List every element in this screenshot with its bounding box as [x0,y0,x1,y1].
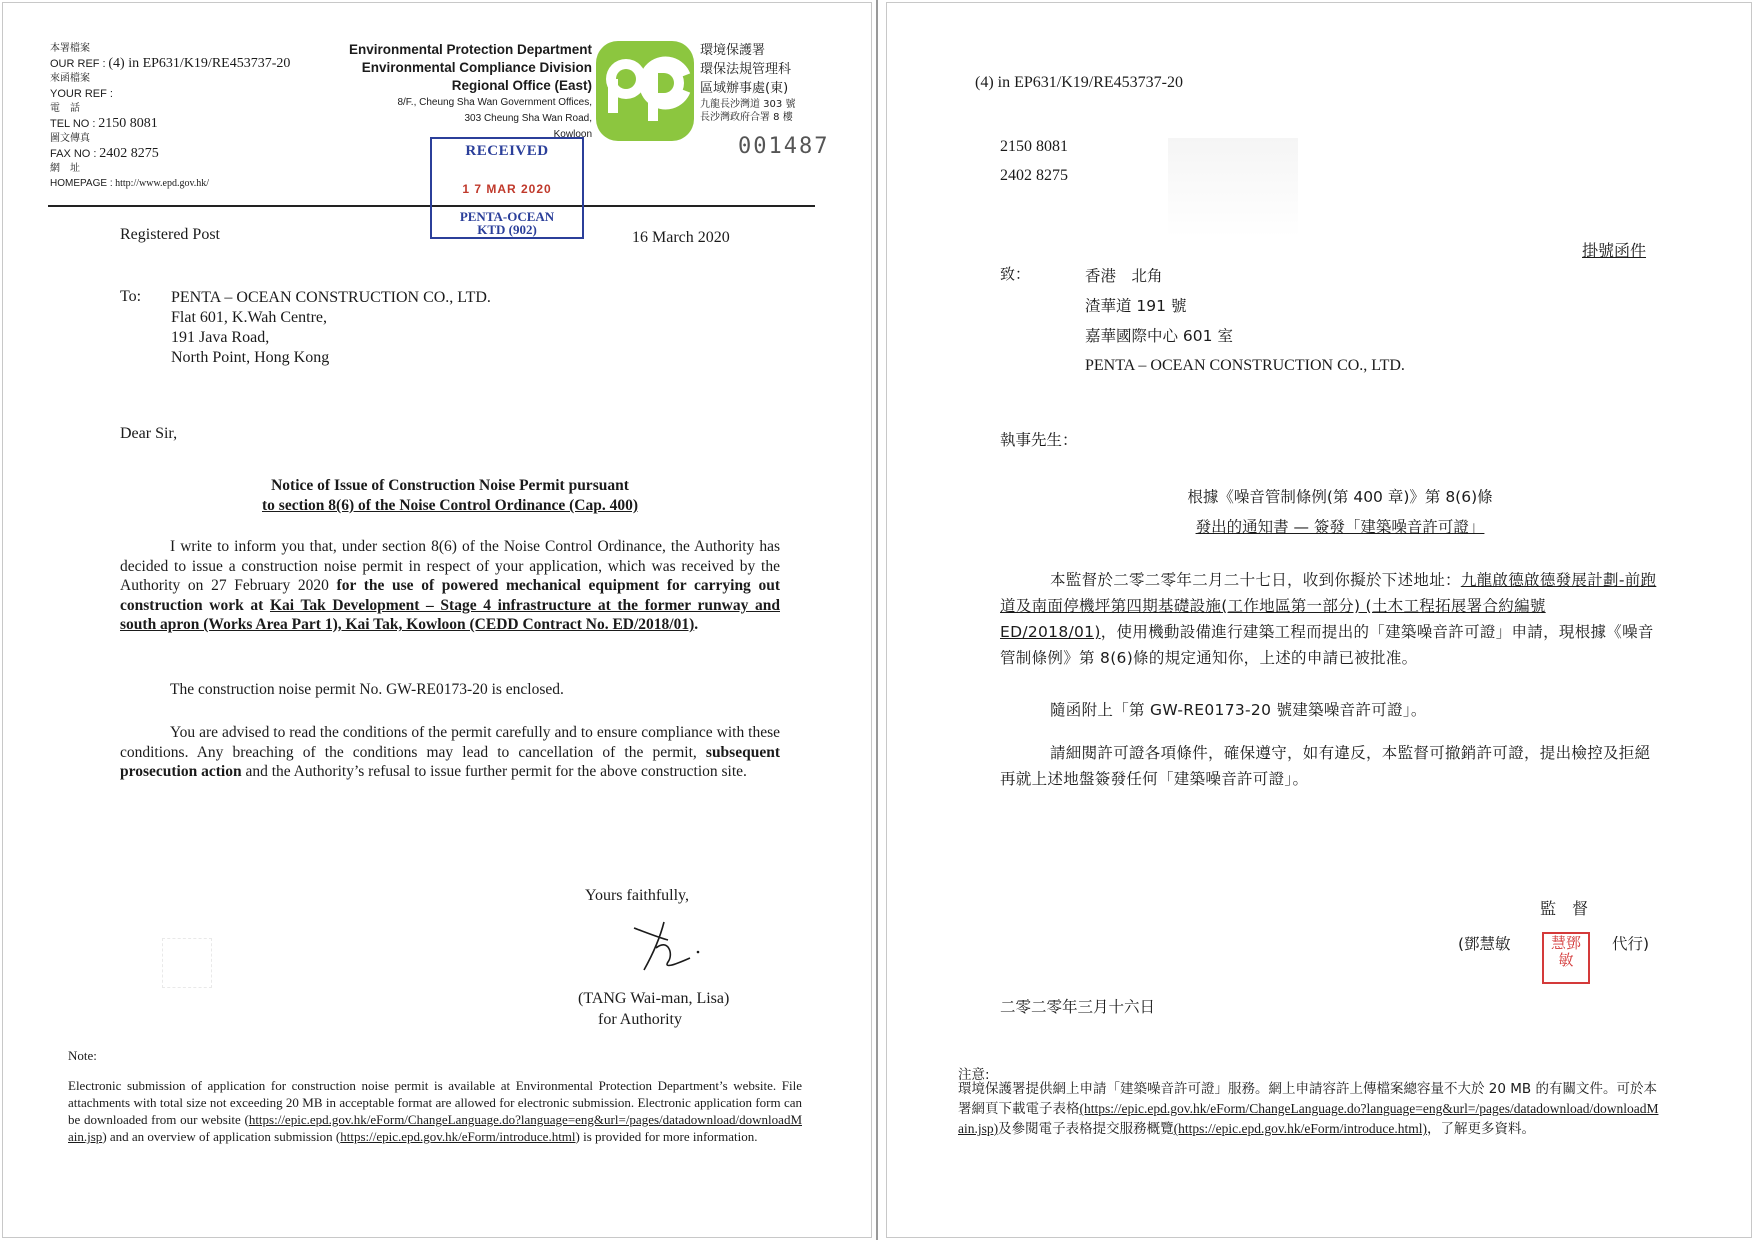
note-link-download[interactable]: https://epic.epd.gov.hk/eForm/ChangeLanguage.do?language=eng&url=/pages/datadownload/downloadMain.jsp [68,1112,802,1144]
paragraph-1-site: Kai Tak Development – Stage 4 infrastructure at the former runway and south apron (Works Area Part 1), Kai Tak, Kowloon (CEDD Contract No. ED/2018/01) [120,596,780,633]
paragraph-1-zh [1000,567,1660,671]
department-name: Environmental Protection Department [348,42,592,57]
to-label: To: [120,288,142,305]
subject-zh-line-1: 根據《噪音管制條例(第 400 章)》第 8(6)條 [1187,488,1493,506]
note-zh [958,1080,1664,1139]
registered-post: Registered Post [120,226,220,243]
received-stamp-company-code: KTD (902) [477,222,537,237]
address-line: PENTA – OCEAN CONSTRUCTION CO., LTD. [171,289,491,306]
received-stamp-date: 1 7 MAR 2020 [462,182,552,196]
faint-chop [162,938,212,988]
paragraph-3-zh [1000,740,1660,792]
address-line-zh: 嘉華國際中心 601 室 [1085,327,1233,345]
fax-label: FAX NO : [50,148,97,160]
salutation-zh: 執事先生： [1000,431,1078,449]
note-zh-text: 及參閱電子表格提交服務概覽 [998,1121,1174,1137]
our-ref-value: (4) in EP631/K19/RE453737-20 [108,56,291,71]
received-stamp-title: RECEIVED [465,143,549,159]
paragraph-3-bold: subsequent prosecution action [120,743,780,780]
reference-block [50,42,290,192]
note-zh-link-introduce[interactable]: (https://epic.epd.gov.hk/eForm/introduce.html) [1173,1121,1427,1136]
note-text: Electronic submission of application for construction noise permit is available at Environmental Protection Department’s website. File attachments with total size not exceeding 20 MB in acceptable format are allowed for electronic submission. Electronic application form can be downloaded from our website ( [68,1078,802,1127]
tel-label: TEL NO : [50,118,96,130]
registered-post-zh: 掛號函件 [1582,241,1647,260]
paragraph-2-zh-text: 隨函附上「第 GW-RE0173-20 號建築噪音許可證」。 [1050,701,1427,719]
subject [120,476,780,516]
signatory-role: for Authority [598,1011,682,1028]
seal-text: 慧鄧敏 [1550,934,1581,969]
letter-date: 16 March 2020 [632,229,730,246]
fax-value: 2402 8275 [99,146,159,161]
note [68,1077,802,1145]
department-address-1: 8/F., Cheung Sha Wan Government Offices, [397,97,592,108]
received-stamp-company: PENTA-OCEAN [459,209,555,224]
your-ref-label: YOUR REF : [50,88,113,100]
department-name-zh: 環境保護署 [700,43,766,58]
signatory-name: (TANG Wai-man, Lisa) [578,990,730,1007]
department-address-zh-2: 長沙灣政府合署 8 樓 [700,112,793,123]
signatory-zh-close: 代行) [1612,935,1650,953]
subject-line-2: to section 8(6) of the Noise Control Ordinance (Cap. 400) [262,497,638,514]
department-address-2: 303 Cheung Sha Wan Road, [464,113,592,124]
fax [50,146,290,162]
tel-zh: 電 話 [50,103,80,114]
note-link-introduce[interactable]: https://epic.epd.gov.hk/eForm/introduce.html [340,1129,576,1144]
homepage [50,176,290,192]
page-divider [876,0,878,1240]
paragraph-2-text: The construction noise permit No. GW-RE0173-20 is enclosed. [170,681,564,698]
note-zh-link-download[interactable]: (https://epic.epd.gov.hk/eForm/ChangeLanguage.do?language=eng&url=/pages/datadownload/downloadMain.jsp) [958,1101,1659,1136]
paragraph-3-end: and the Authority’s refusal to issue further permit for the above construction site. [241,763,747,780]
homepage-label: HOMEPAGE : [50,178,113,189]
paragraph-1-zh-end: ，使用機動設備進行建築工程而提出的「建築噪音許可證」申請，現根據《噪音管制條例》第 8(6)條的規定通知你，上述的申請已被批准。 [1000,623,1654,667]
signature [628,918,708,978]
right-tel: 2150 8081 [1000,138,1068,155]
paragraph-3-text: You are advised to read the conditions of the permit carefully and to ensure compliance with these conditions. Any breaching of the conditions may lead to cancellation of the permit, [120,724,780,761]
address-line-zh: 香港 北角 [1085,267,1163,285]
address-line-company: PENTA – OCEAN CONSTRUCTION CO., LTD. [1085,357,1405,374]
department-zh-block [700,41,795,124]
note-text: ) and an overview of application submission ( [102,1129,341,1144]
epd-logo [596,41,694,141]
signatory-zh-open: (鄧慧敏 [1458,935,1511,953]
department-block [320,41,592,143]
paragraph-1-zh-site: 九龍啟德啟德發展計劃-前跑道及南面停機坪第四期基礎設施(工作地區第一部分) (土木工程拓展署合約編號 ED/2018/01) [1000,571,1657,641]
your-ref-zh: 來函檔案 [50,73,90,84]
right-ref: (4) in EP631/K19/RE453737-20 [975,74,1183,91]
office-name-zh: 區域辦事處(東) [700,81,789,96]
our-ref [50,56,290,72]
received-stamp [430,137,584,239]
salutation: Dear Sir, [120,425,178,442]
paragraph-1 [120,537,780,635]
note-zh-text: 環境保護署提供網上申請「建築噪音許可證」服務。網上申請容許上傳檔案總容量不大於 20 MB 的有關文件。可於本署網頁下載電子表格 [958,1081,1657,1117]
office-name: Regional Office (East) [451,78,592,93]
subject-zh [1000,482,1680,542]
tel-value: 2150 8081 [98,116,158,131]
homepage-zh: 網 址 [50,163,80,174]
note-zh-text: ，了解更多資料。 [1426,1121,1535,1137]
our-ref-label: OUR REF : [50,58,106,70]
paragraph-1-zh-text: 本監督於二零二零年二月二十七日，收到你擬於下述地址： [1050,571,1461,589]
paragraph-3-zh-text: 請細閱許可證各項條件，確保遵守，如有違反，本監督可撤銷許可證，提出檢控及拒絕再就上述地盤簽發任何「建築噪音許可證」。 [1000,744,1651,788]
serial-number: 001487 [738,134,830,159]
note-label: Note: [68,1048,97,1063]
division-name-zh: 環保法規管理科 [700,62,792,77]
note-label-zh: 注意: [958,1067,990,1083]
address-line-zh: 渣華道 191 號 [1085,297,1187,315]
personal-seal [1542,932,1590,984]
recipient-address [171,288,491,368]
subject-zh-line-2: 發出的通知書 — 簽發「建築噪音許可證」 [1195,518,1485,536]
address-line: Flat 601, K.Wah Centre, [171,309,328,326]
paragraph-2-zh [1000,697,1660,723]
supervisor-zh: 監 督 [1540,899,1589,918]
paragraph-1-bold: for the use of powered mechanical equipment for carrying out construction work at [120,577,781,614]
our-ref-zh: 本署檔案 [50,43,90,54]
homepage-link[interactable]: http://www.epd.gov.hk/ [115,178,210,189]
to-label-zh: 致： [1000,265,1031,283]
recipient-address-zh [1085,261,1405,381]
division-name: Environmental Compliance Division [361,60,592,75]
fax-zh: 圖文傳真 [50,133,90,144]
address-line: North Point, Hong Kong [171,349,330,366]
note-text: ) is provided for more information. [575,1129,758,1144]
right-fax: 2402 8275 [1000,167,1068,184]
date-zh: 二零二零年三月十六日 [1000,998,1156,1016]
paragraph-1-end: . [694,616,699,633]
department-address-3: Kowloon [553,129,592,140]
tel [50,116,290,132]
paragraph-2 [120,680,780,700]
subject-line-1: Notice of Issue of Construction Noise Permit pursuant [271,477,629,494]
department-address-zh-1: 九龍長沙灣道 303 號 [700,99,796,110]
faint-header-smudge [1168,138,1298,238]
paragraph-1-text: I write to inform you that, under section 8(6) of the Noise Control Ordinance, the Authority has decided to issue a construction noise permit in respect of your application, which was received by the Authority on 27 February 2020 [120,538,780,594]
paragraph-3 [120,723,780,782]
closing: Yours faithfully, [585,887,690,904]
address-line: 191 Java Road, [171,329,270,346]
